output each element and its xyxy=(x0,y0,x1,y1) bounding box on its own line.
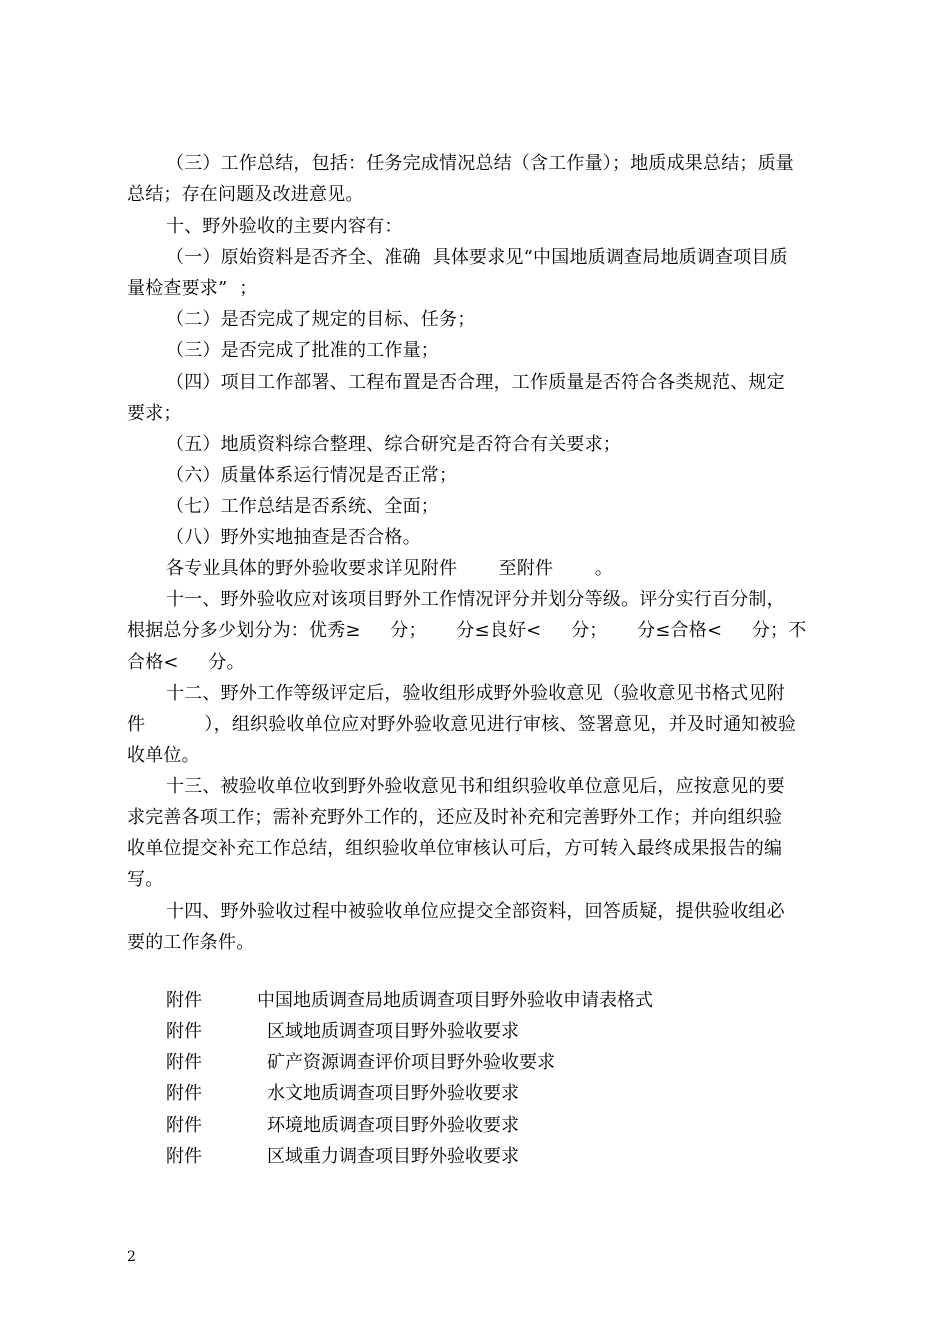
paragraph-line: （三）工作总结，包括：任务完成情况总结（含工作量）；地质成果总结；质量 xyxy=(166,153,794,174)
attachment-label: 附件 xyxy=(166,1146,202,1167)
attachment-title: 环境地质调查项目野外验收要求 xyxy=(267,1115,519,1136)
paragraph-line: 总结；存在问题及改进意见。 xyxy=(127,184,364,205)
paragraph-line: （六）质量体系运行情况是否正常； xyxy=(166,465,458,486)
attachment-title: 矿产资源调查评价项目野外验收要求 xyxy=(267,1052,555,1073)
paragraph-line: 十一、野外验收应对该项目野外工作情况评分并划分等级。评分实行百分制， xyxy=(166,589,785,610)
paragraph-line: 十三、被验收单位收到野外验收意见书和组织验收单位意见后，应按意见的要 xyxy=(166,776,785,797)
attachment-label: 附件 xyxy=(166,1021,202,1042)
attachment-label: 附件 xyxy=(166,990,202,1011)
attachment-label: 附件 xyxy=(166,1083,202,1104)
attachment-title: 区域重力调查项目野外验收要求 xyxy=(267,1146,519,1167)
page-number: 2 xyxy=(127,1249,136,1265)
paragraph-line: （一）原始资料是否齐全、准确 具体要求见“中国地质调查局地质调查项目质 xyxy=(166,247,788,268)
paragraph-line: 件 ），组织验收单位应对野外验收意见进行审核、签署意见，并及时通知被验 xyxy=(127,714,797,735)
attachment-title: 中国地质调查局地质调查项目野外验收申请表格式 xyxy=(257,990,653,1011)
paragraph-line: 合格< 分。 xyxy=(127,652,245,673)
attachment-title: 水文地质调查项目野外验收要求 xyxy=(267,1083,519,1104)
paragraph-line: 写。 xyxy=(127,869,164,890)
paragraph-line: （五）地质资料综合整理、综合研究是否符合有关要求； xyxy=(166,434,621,455)
paragraph-line: （七）工作总结是否系统、全面； xyxy=(166,496,439,517)
attachment-title: 区域地质调查项目野外验收要求 xyxy=(267,1021,519,1042)
paragraph-line: 要求； xyxy=(127,403,182,424)
paragraph-line: （三）是否完成了批准的工作量； xyxy=(166,340,439,361)
paragraph-line: 根据总分多少划分为：优秀≥ 分； 分≤良好< 分； 分≤合格< 分；不 xyxy=(127,620,807,641)
attachment-label: 附件 xyxy=(166,1052,202,1073)
paragraph-line: （八）野外实地抽查是否合格。 xyxy=(166,527,421,548)
paragraph-line: 收单位提交补充工作总结，组织验收单位审核认可后，方可转入最终成果报告的编 xyxy=(127,838,783,859)
paragraph-line: 量检查要求” ； xyxy=(127,278,258,299)
paragraph-line: （四）项目工作部署、工程布置是否合理，工作质量是否符合各类规范、规定 xyxy=(166,372,785,393)
paragraph-line: 收单位。 xyxy=(127,745,200,766)
attachment-label: 附件 xyxy=(166,1115,202,1136)
paragraph-line: 十二、野外工作等级评定后，验收组形成野外验收意见（验收意见书格式见附 xyxy=(166,683,785,704)
paragraph-line: （二）是否完成了规定的目标、任务； xyxy=(166,309,476,330)
section-heading: 十、野外验收的主要内容有： xyxy=(166,216,403,237)
paragraph-line: 求完善各项工作；需补充野外工作的，还应及时补充和完善野外工作；并向组织验 xyxy=(127,807,783,828)
paragraph-line: 要的工作条件。 xyxy=(127,932,255,953)
paragraph-line: 各专业具体的野外验收要求详见附件 至附件 。 xyxy=(166,558,613,579)
paragraph-line: 十四、野外验收过程中被验收单位应提交全部资料，回答质疑，提供验收组必 xyxy=(166,901,785,922)
